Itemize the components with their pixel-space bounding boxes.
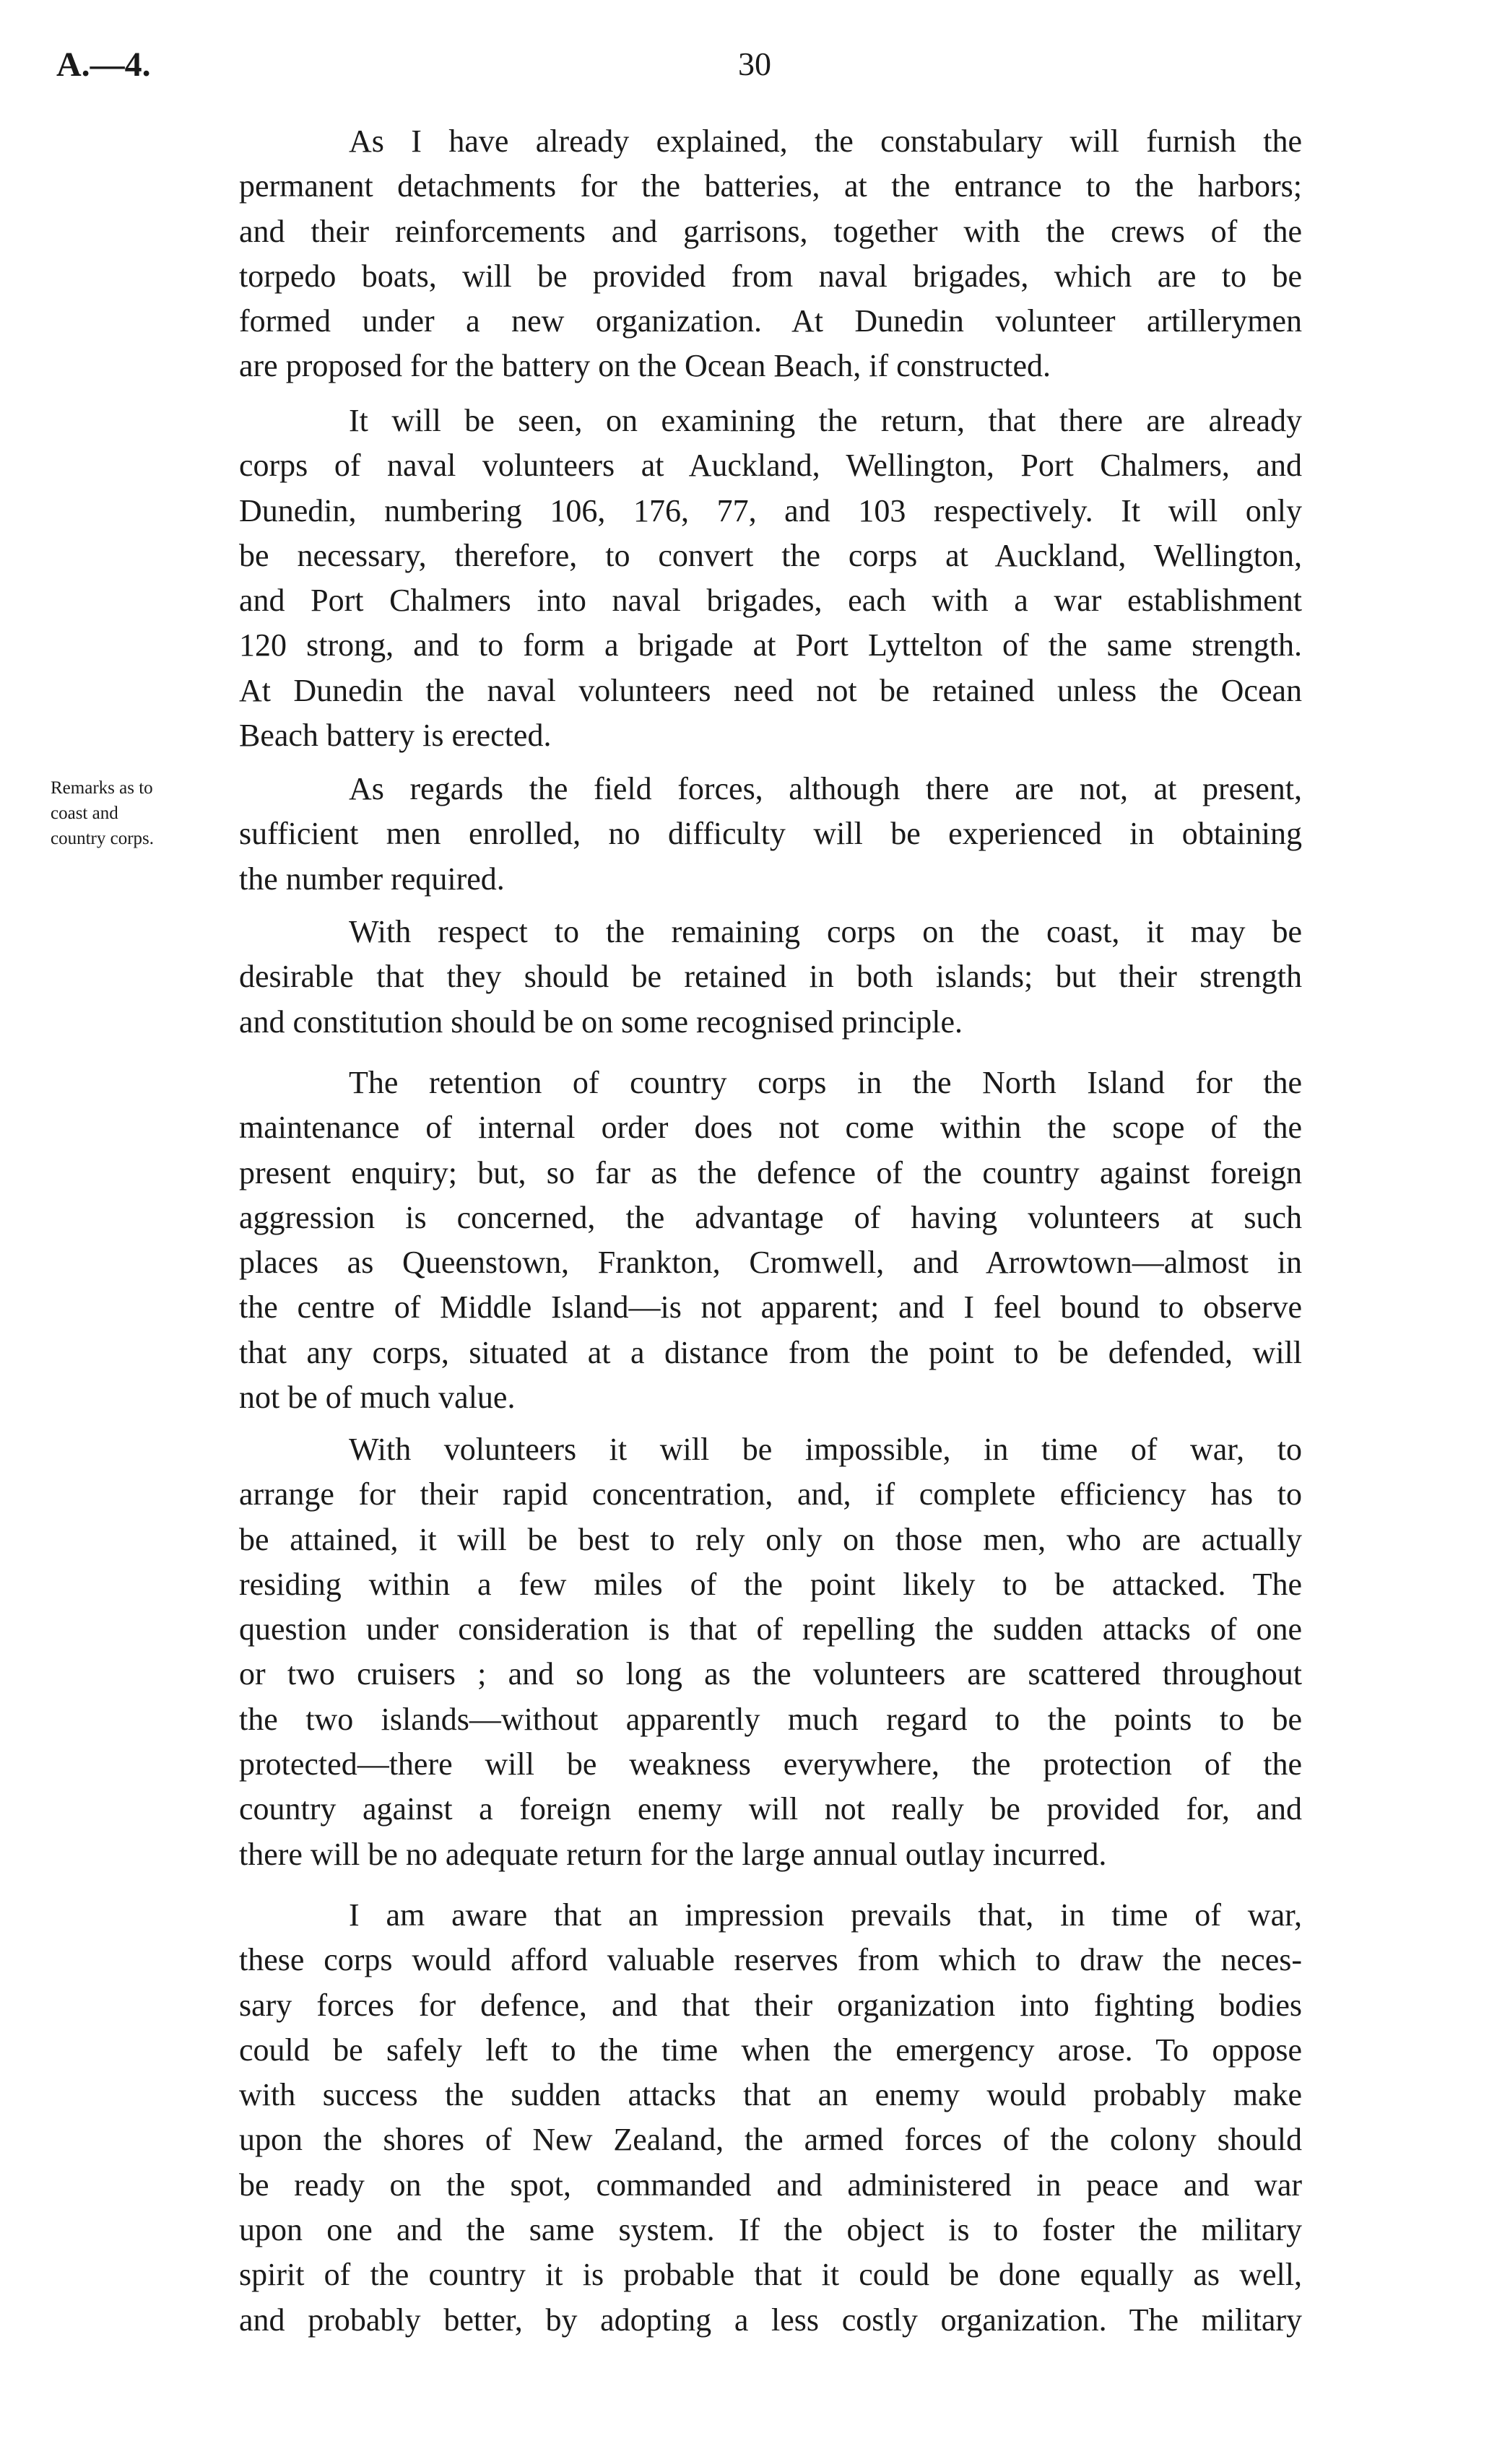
text-line: 120 strong, and to form a brigade at Port Lyttelton of the same strength. <box>239 627 1302 663</box>
paragraph <box>239 119 1302 389</box>
text-line: upon the shores of New Zealand, the armed forces of the colony should <box>239 2122 1302 2158</box>
text-line: the two islands—without apparently much regard to the points to be <box>239 1701 1302 1737</box>
margin-note-line: coast and <box>51 804 118 823</box>
text-line: Dunedin, numbering 106, 176, 77, and 103 respectively. It will only <box>239 492 1302 528</box>
text-line: question under consideration is that of repelling the sudden attacks of one <box>239 1611 1302 1647</box>
text-line: and constitution should be on some recognised principle. <box>239 1004 963 1040</box>
text-line: or two cruisers ; and so long as the volunteers are scattered throughout <box>239 1656 1302 1692</box>
margin-note-line: country corps. <box>51 829 155 848</box>
text-line: sary forces for defence, and that their organization into fighting bodies <box>239 1987 1302 2023</box>
text-line: be necessary, therefore, to convert the corps at Auckland, Wellington, <box>239 537 1302 573</box>
text-line: It will be seen, on examining the return, that there are already <box>349 403 1302 438</box>
text-line: At Dunedin the naval volunteers need not be retained unless the Ocean <box>239 672 1302 708</box>
text-line: that any corps, situated at a distance from the point to be defended, will <box>239 1334 1302 1370</box>
text-line: not be of much value. <box>239 1380 516 1416</box>
text-line: aggression is concerned, the advantage of having volunteers at such <box>239 1199 1302 1235</box>
page-number: 30 <box>738 45 771 82</box>
paragraph <box>239 910 1302 1045</box>
text-line: formed under a new organization. At Dunedin volunteer artillerymen <box>239 303 1302 339</box>
margin-note <box>51 775 154 851</box>
text-line: could be safely left to the time when the emergency arose. To oppose <box>239 2032 1302 2068</box>
paragraph <box>239 1427 1302 1877</box>
paragraph <box>239 1893 1302 2343</box>
text-line: arrange for their rapid concentration, and, if complete efficiency has to <box>239 1476 1302 1512</box>
text-line: torpedo boats, will be provided from naval brigades, which are to be <box>239 258 1302 294</box>
paragraph <box>239 1061 1302 1420</box>
text-line: As I have already explained, the constabulary will furnish the <box>349 123 1302 159</box>
text-line: and probably better, by adopting a less costly organization. The military <box>239 2302 1302 2338</box>
document-code: A.—4. <box>56 45 151 84</box>
text-line: places as Queenstown, Frankton, Cromwell, and Arrowtown—almost in <box>239 1245 1302 1281</box>
text-line: these corps would afford valuable reserves from which to draw the neces- <box>239 1942 1302 1978</box>
margin-note-line: Remarks as to <box>51 778 153 798</box>
text-line: are proposed for the battery on the Ocean Beach, if constructed. <box>239 348 1051 384</box>
paragraph <box>239 767 1302 902</box>
text-line: I am aware that an impression prevails that, in time of war, <box>349 1897 1302 1933</box>
text-line: and Port Chalmers into naval brigades, each with a war establishment <box>239 583 1302 619</box>
text-line: the centre of Middle Island—is not apparent; and I feel bound to observe <box>239 1289 1302 1325</box>
text-line: permanent detachments for the batteries, at the entrance to the harbors; <box>239 168 1302 204</box>
text-line: present enquiry; but, so far as the defence of the country against foreign <box>239 1154 1302 1190</box>
paragraph <box>239 399 1302 758</box>
text-line: there will be no adequate return for the large annual outlay incurred. <box>239 1836 1107 1872</box>
text-line: and their reinforcements and garrisons, together with the crews of the <box>239 213 1302 249</box>
text-line: Beach battery is erected. <box>239 718 552 754</box>
text-line: residing within a few miles of the point likely to be attacked. The <box>239 1566 1302 1602</box>
text-line: maintenance of internal order does not come within the scope of the <box>239 1110 1302 1146</box>
text-line: be ready on the spot, commanded and administered in peace and war <box>239 2167 1302 2203</box>
text-line: be attained, it will be best to rely only on those men, who are actually <box>239 1521 1302 1557</box>
text-line: The retention of country corps in the North Island for the <box>349 1065 1302 1100</box>
text-line: With respect to the remaining corps on the coast, it may be <box>349 914 1302 949</box>
text-line: upon one and the same system. If the object is to foster the military <box>239 2212 1302 2248</box>
text-line: sufficient men enrolled, no difficulty will be experienced in obtaining <box>239 816 1302 852</box>
text-line: spirit of the country it is probable that it could be done equally as well, <box>239 2257 1302 2293</box>
text-line: With volunteers it will be impossible, in time of war, to <box>349 1432 1302 1467</box>
text-line: with success the sudden attacks that an enemy would probably make <box>239 2077 1302 2113</box>
text-line: the number required. <box>239 861 505 897</box>
text-line: protected—there will be weakness everywhere, the protection of the <box>239 1746 1302 1782</box>
text-line: As regards the field forces, although there are not, at present, <box>349 771 1302 806</box>
text-line: corps of naval volunteers at Auckland, Wellington, Port Chalmers, and <box>239 448 1302 484</box>
text-line: desirable that they should be retained in both islands; but their strength <box>239 959 1302 995</box>
text-line: country against a foreign enemy will not really be provided for, and <box>239 1791 1302 1827</box>
